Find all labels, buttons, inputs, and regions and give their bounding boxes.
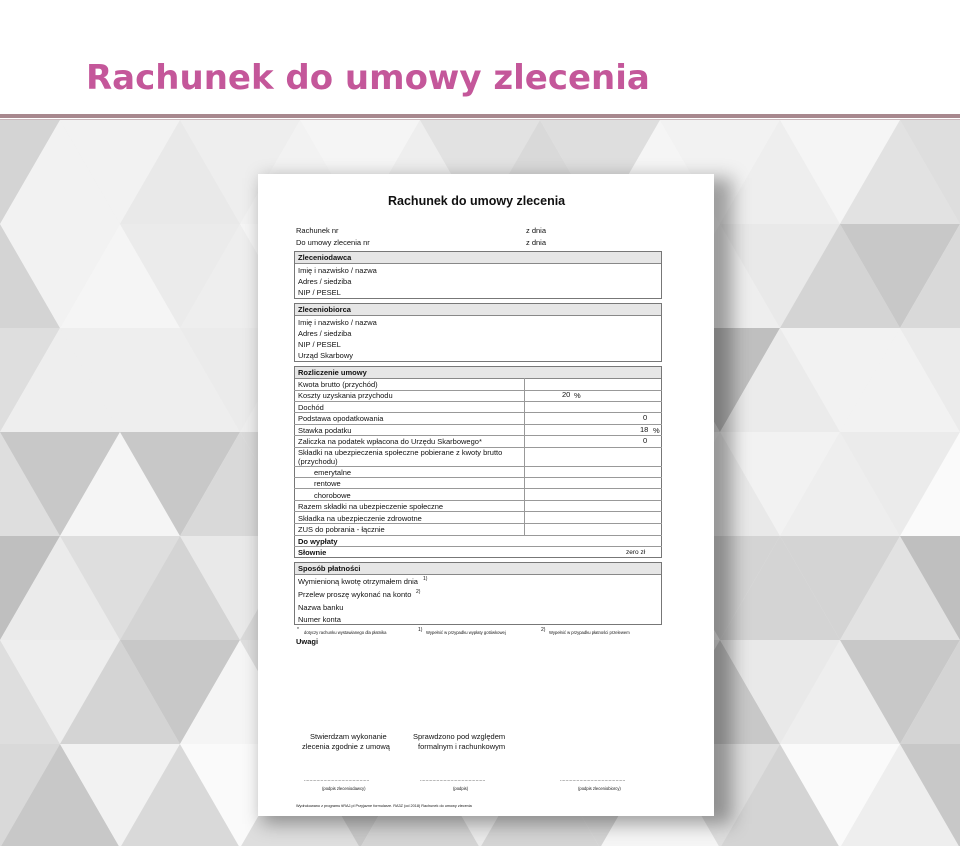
settlement-header: Rozliczenie umowy bbox=[298, 368, 367, 377]
remarks-label: Uwagi bbox=[296, 637, 319, 646]
invoice-date-label: z dnia bbox=[526, 226, 547, 235]
footnote-2-text: Wypełnić w przypadku płatności przelewem bbox=[549, 630, 630, 635]
invoice-document bbox=[258, 174, 714, 816]
invoice-number-label: Rachunek nr bbox=[296, 226, 339, 235]
contract-date-label: z dnia bbox=[526, 238, 547, 247]
tax-rate-value: 18 bbox=[640, 425, 649, 434]
cash-received-label: Wymienioną kwotę otrzymałem dnia bbox=[298, 577, 418, 586]
social-contributions-label-cont: (przychodu) bbox=[298, 457, 338, 466]
total-social-label: Razem składki na ubezpieczenie społeczne bbox=[298, 502, 444, 511]
health-contribution-label: Składka na ubezpieczenie zdrowotne bbox=[298, 514, 422, 523]
contract-number-label: Do umowy zlecenia nr bbox=[296, 238, 370, 247]
footnote-1-text: Wypełnić w przypadku wypłaty gotówkowej bbox=[426, 630, 506, 635]
signature-line-checker: ............................................... bbox=[420, 777, 486, 783]
contractor-header: Zleceniobiorca bbox=[298, 305, 351, 314]
signature-line-contractor: ............................................... bbox=[560, 777, 626, 783]
header-rule bbox=[0, 114, 960, 118]
tax-base-value: 0 bbox=[643, 413, 648, 422]
bank-name-label: Nazwa banku bbox=[298, 603, 344, 612]
contractor-name-label: Imię i nazwisko / nazwa bbox=[298, 318, 377, 327]
tax-base-label: Podstawa opodatkowania bbox=[298, 414, 384, 423]
footnote-2-marker: 2) bbox=[541, 627, 546, 633]
principal-nip-label: NIP / PESEL bbox=[298, 288, 341, 297]
tax-advance-label: Zaliczka na podatek wpłacona do Urzędu Skarbowego* bbox=[298, 437, 482, 446]
signature-contractor-caption: (podpis zleceniobiorcy) bbox=[578, 786, 621, 791]
cash-footnote-ref: 1) bbox=[423, 576, 428, 582]
contractor-address-label: Adres / siedziba bbox=[298, 329, 352, 338]
account-number-label: Numer konta bbox=[298, 615, 341, 624]
in-words-value: zero zł bbox=[626, 549, 646, 556]
pension-label: emerytalne bbox=[314, 468, 352, 477]
payment-header: Sposób płatności bbox=[298, 564, 361, 573]
zus-total-label: ZUS do pobrania - łącznie bbox=[298, 525, 385, 534]
sickness-label: chorobowe bbox=[314, 491, 351, 500]
costs-unit: % bbox=[574, 391, 581, 400]
disability-label: rentowe bbox=[314, 479, 341, 488]
tax-advance-value: 0 bbox=[643, 436, 648, 445]
signature-checker-caption: (podpis) bbox=[453, 786, 469, 791]
signature-line-principal: ............................................... bbox=[304, 777, 370, 783]
confirm-checked-line1: Sprawdzono pod względem bbox=[413, 732, 506, 741]
transfer-footnote-ref: 2) bbox=[416, 589, 421, 595]
page-title: Rachunek do umowy zlecenia bbox=[86, 58, 650, 98]
principal-address-label: Adres / siedziba bbox=[298, 277, 352, 286]
social-contributions-label: Składki na ubezpieczenia społeczne pobierane z kwoty brutto bbox=[298, 448, 503, 457]
income-label: Dochód bbox=[298, 403, 324, 412]
principal-name-label: Imię i nazwisko / nazwa bbox=[298, 266, 377, 275]
printed-from-note: Wydrukowano z programu tiRAJ.pl Przyjazne formularze. RA3Z (od 2018) Rachunek do umowy zlecenia bbox=[296, 804, 472, 808]
gross-amount-label: Kwota brutto (przychód) bbox=[298, 380, 378, 389]
confirm-checked-line2: formalnym i rachunkowym bbox=[418, 742, 506, 751]
in-words-label: Słownie bbox=[298, 548, 327, 557]
footnote-star-text: dotyczy rachunku wystawianego dla płatnika bbox=[304, 630, 387, 635]
confirm-execution-line1: Stwierdzam wykonanie bbox=[310, 732, 387, 741]
costs-label: Koszty uzyskania przychodu bbox=[298, 391, 393, 400]
to-pay-label: Do wypłaty bbox=[298, 537, 338, 546]
document-title: Rachunek do umowy zlecenia bbox=[388, 194, 566, 208]
tax-rate-unit: % bbox=[653, 426, 660, 435]
contractor-tax-office-label: Urząd Skarbowy bbox=[298, 351, 354, 360]
signature-principal-caption: (podpis zleceniodawcy) bbox=[322, 786, 366, 791]
costs-value: 20 bbox=[562, 390, 571, 399]
principal-header: Zleceniodawca bbox=[298, 253, 352, 262]
page-header bbox=[0, 0, 960, 116]
contractor-nip-label: NIP / PESEL bbox=[298, 340, 341, 349]
confirm-execution-line2: zlecenia zgodnie z umową bbox=[302, 742, 390, 751]
tax-rate-label: Stawka podatku bbox=[298, 426, 352, 435]
footnote-star-marker: * bbox=[297, 627, 299, 633]
footnote-1-marker: 1) bbox=[418, 627, 423, 633]
transfer-label: Przelew proszę wykonać na konto bbox=[298, 590, 412, 599]
